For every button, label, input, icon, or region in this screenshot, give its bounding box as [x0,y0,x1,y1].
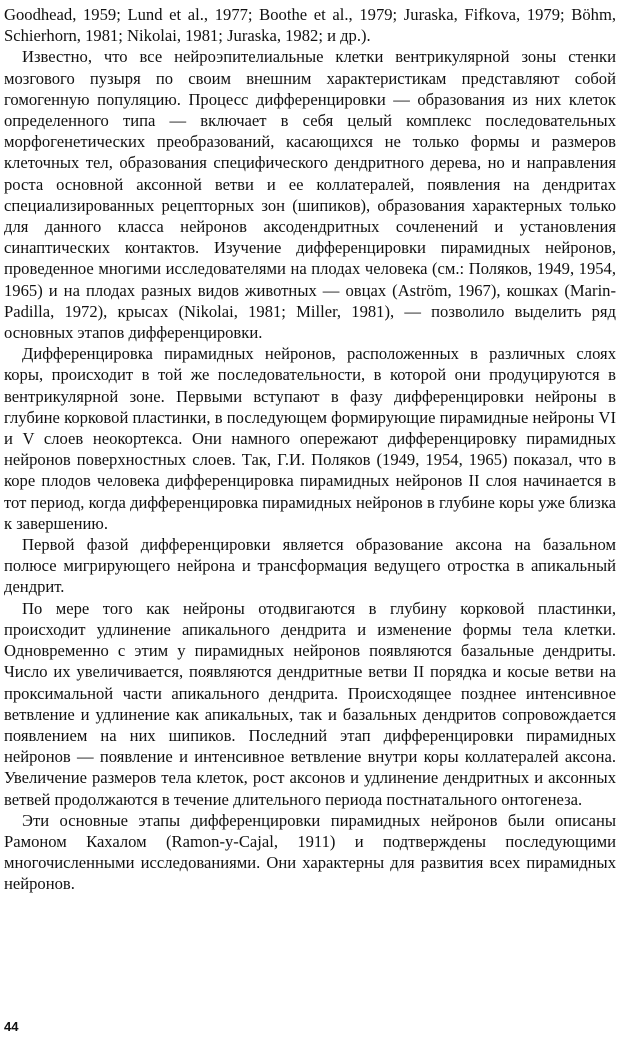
paragraph-first-phase: Первой фазой дифференцировки является образование аксона на базальном полюсе мигрирующего нейрона и трансформация ведущего отростка в апикальный дендрит. [4,535,616,597]
paragraph-ramon-y-cajal: Эти основные этапы дифференцировки пирамидных нейронов были описаны Рамоном Кахалом (Ramon-y-Cajal, 1911) и подтверждены последующими многочисленными исследованиями. Они характерны для развития всех пирамидных нейронов. [4,810,616,894]
page-number: 44 [4,1019,19,1034]
paragraph-neuroepithelial-cells: Известно, что все нейроэпителиальные клетки вентрикулярной зоны стенки мозгового пузыря по своим внешним характеристикам представляют собой гомогенную популяцию. Процесс дифференцировки — образования из них клеток определенного типа — включает в себя целый комплекс последовательных морфогенетических преобразований, касающихся не только формы и размеров клеточных тел, образования специфического дендритного дерева, но и направления роста основной аксонной ветви и ее коллатералей, появления на дендритах специализированных рецепторных зон (шипиков), образования характерных только для данного класса нейронов аксодендритных сочленений и установления синаптических контактов. Изучение дифференцировки пирамидных нейронов, проведенное многими исследователями на плодах человека (см.: Поляков, 1949, 1954, 1965) и на плодах разных видов животных — овцах (Aström, 1967), кошках (Marin-Padilla, 1972), крысах (Nikolai, 1981; Miller, 1981), — позволило выделить ряд основных этапов дифференцировки. [4,47,616,343]
paragraph-references-continued: Goodhead, 1959; Lund et al., 1977; Boothe et al., 1979; Juraska, Fifkova, 1979; Böhm, Schierhorn, 1981; Nikolai, 1981; Juraska, 1982; и др.). [4,5,616,46]
document-page [4,4,616,1037]
paragraph-layer-sequence: Дифференцировка пирамидных нейронов, расположенных в различных слоях коры, происходит в той же последовательности, в которой они продуцируются в вентрикулярной зоне. Первыми вступают в фазу дифференцировки нейроны в глубине корковой пластинки, в последующем формирующие пирамидные нейроны VI и V слоев неокортекса. Они намного опережают дифференцировку пирамидных нейронов поверхностных слоев. Так, Г.И. Поляков (1949, 1954, 1965) показал, что в коре плодов человека дифференцировка пирамидных нейронов II слоя начинается в тот период, когда дифференцировка пирамидных нейронов в глубине коры уже близка к завершению. [4,344,616,533]
paragraph-dendrite-growth: По мере того как нейроны отодвигаются в глубину корковой пластинки, происходит удлинение апикального дендрита и изменение формы тела клетки. Одновременно с этим у пирамидных нейронов появляются базальные дендриты. Число их увеличивается, появляются дендритные ветви II порядка и косые ветви на проксимальной части апикального дендрита. Происходящее позднее интенсивное ветвление и удлинение как апикальных, так и базальных дендритов сопровождается появлением на них шипиков. Последний этап дифференцировки пирамидных нейронов — появление и интенсивное ветвление внутри коры коллатералей аксона. Увеличение размеров тела клеток, рост аксонов и удлинение дендритных и аксонных ветвей продолжаются в течение длительного периода постнатального онтогенеза. [4,598,616,809]
